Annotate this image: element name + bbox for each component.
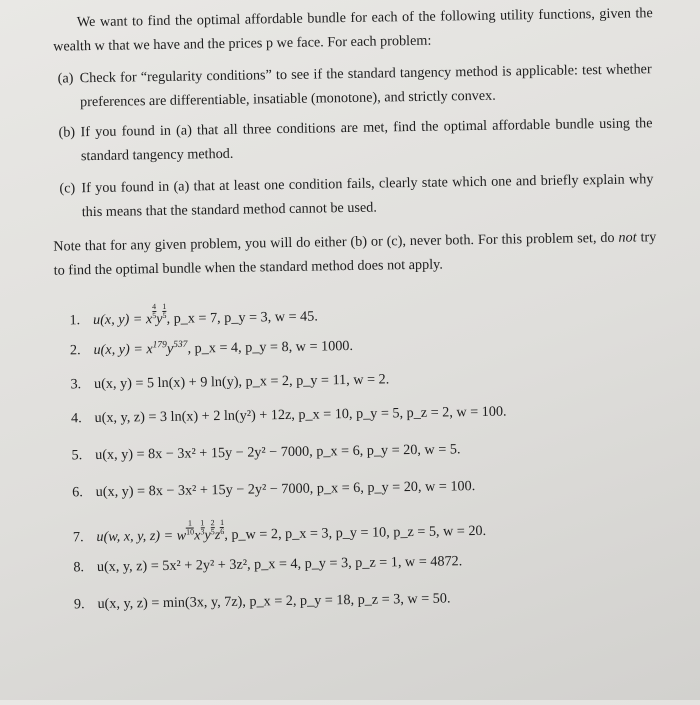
problem-2-params: , p_x = 4, p_y = 8, w = 1000. bbox=[187, 337, 354, 357]
note-part1: Note that for any given problem, you will do either (b) or (c), never both. For this problem set, do bbox=[53, 229, 615, 255]
problem-8-text: u(x, y, z) = 5x² + 2y² + 3z², p_x = 4, p_y = 3, p_z = 1, w = 4872. bbox=[96, 553, 463, 576]
problem-7-utility: u(w, x, y, z) = w $\frac{1}{10}$ x $\frac{1}{3}$ y $\frac{2}{5}$ z $\frac{1}{6}$ bbox=[96, 517, 225, 546]
note-emphasis: not bbox=[618, 229, 637, 246]
intro-paragraph: We want to find the optimal affordable bundle for each of the following utility functions, given the wealth w that we have and the prices p we face. For each problem: bbox=[53, 5, 653, 55]
problem-1 bbox=[69, 295, 659, 330]
part-a bbox=[58, 57, 653, 114]
problem-1-params: , p_x = 7, p_y = 3, w = 45. bbox=[166, 308, 318, 327]
part-a-marker: (a) bbox=[57, 70, 74, 87]
problem-5-number: 5. bbox=[71, 447, 83, 464]
problem-5-text: u(x, y) = 8x − 3x² + 15y − 2y² − 7000, p_x = 6, p_y = 20, w = 5. bbox=[95, 441, 461, 464]
part-a-text: Check for “regularity conditions” to see if the standard tangency method is applicable: test whether preferences are differentiable, insatiable (monotone), and strictly convex. bbox=[79, 61, 652, 111]
problem-1-number: 1. bbox=[69, 312, 81, 329]
problem-9-number: 9. bbox=[73, 596, 85, 613]
problem-4-number: 4. bbox=[70, 410, 82, 427]
note-paragraph bbox=[53, 225, 657, 282]
problem-3-text: u(x, y) = 5 ln(x) + 9 ln(y), p_x = 2, p_y = 11, w = 2. bbox=[93, 371, 390, 393]
problem-5 bbox=[71, 436, 661, 465]
problem-7 bbox=[73, 512, 663, 547]
problem-8 bbox=[73, 548, 663, 577]
part-b-marker: (b) bbox=[58, 124, 76, 141]
part-c-marker: (c) bbox=[59, 180, 76, 197]
problem-4-text: u(x, y, z) = 3 ln(x) + 2 ln(y²) + 12z, p_x = 10, p_y = 5, p_z = 2, w = 100. bbox=[94, 403, 507, 427]
part-c-text: If you found in (a) that at least one condition fails, clearly state which one and briefly explain why this means that the standard method cannot be used. bbox=[81, 171, 654, 221]
problem-6 bbox=[72, 473, 662, 502]
part-b-text: If you found in (a) that all three conditions are met, find the optimal affordable bundle using the standard tangency method. bbox=[80, 115, 653, 165]
part-b bbox=[58, 111, 653, 168]
problem-9 bbox=[74, 585, 664, 614]
problem-1-utility: u(x, y) = x $\frac{4}{5}$ y $\frac{1}{5}$ bbox=[92, 301, 167, 329]
problem-7-number: 7. bbox=[72, 529, 84, 546]
problem-3 bbox=[70, 365, 660, 394]
problem-6-text: u(x, y) = 8x − 3x² + 15y − 2y² − 7000, p_x = 6, p_y = 20, w = 100. bbox=[95, 478, 476, 501]
part-c bbox=[59, 167, 654, 224]
problem-3-number: 3. bbox=[70, 376, 82, 393]
problem-6-number: 6. bbox=[72, 484, 83, 501]
problem-2-number: 2. bbox=[69, 342, 81, 359]
problem-7-params: , p_w = 2, p_x = 3, p_y = 10, p_z = 5, w = 20. bbox=[224, 522, 487, 543]
problem-4 bbox=[71, 399, 661, 428]
problem-8-number: 8. bbox=[73, 559, 85, 576]
problem-9-text: u(x, y, z) = min(3x, y, 7z), p_x = 2, p_y = 18, p_z = 3, w = 50. bbox=[97, 590, 451, 612]
note-part2: try to find the optimal bundle when the standard method does not apply. bbox=[53, 229, 657, 279]
problem-2-utility: u(x, $y) = x^{179}y^{537}$ bbox=[93, 339, 188, 359]
problem-2 bbox=[70, 331, 660, 360]
